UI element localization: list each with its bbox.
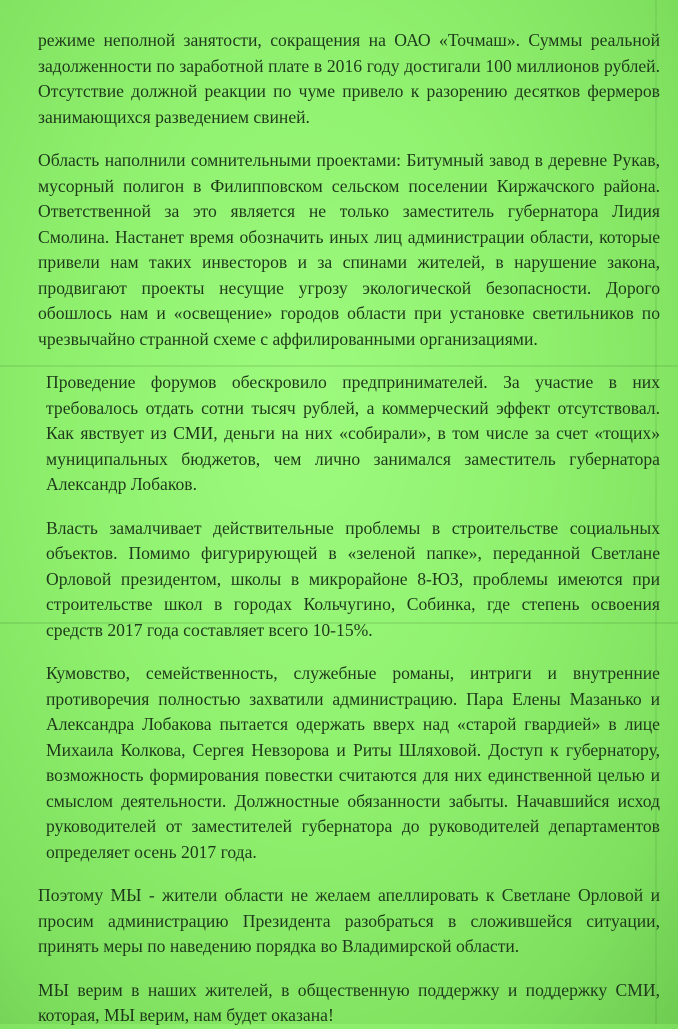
paragraph-dubious-projects: Область наполнили сомнительными проектами: Битумный завод в деревне Рукав, мусорный полигон в Филипповском сельском поселении Киржачского района. Ответственной за это является не только заместитель губернатора Лидия Смолина. Настанет время обозначить иных лиц администрации области, которые привели нам таких инвесторов и за спинами жителей, в нарушение закона, продвигают проекты несущие угрозу экологической безопасности. Дорого обошлось нам и «освещение» городов области при установке светильников по чрезвычайно странной схеме с аффилированными организациями. — [38, 150, 660, 349]
paragraph-nepotism: Кумовство, семейственность, служебные романы, интриги и внутренние противоречия полностью захватили администрацию. Пара Елены Мазанько и Александра Лобакова пытается одержать вверх над «старой гвардией» в лице Михаила Колкова, Сергея Невзорова и Риты Шляховой. Доступ к губернатору, возможность формирования повестки считаются для них единственной целью и смыслом деятельности. Должностные обязанности забыты. Начавшийся исход руководителей от заместителей губернатора до руководителей департаментов определяет осень 2017 года. — [46, 663, 660, 862]
paragraph-appeal: Поэтому МЫ - жители области не желаем апеллировать к Светлане Орловой и просим администрацию Президента разобраться в сложившейся ситуации, принять меры по наведению порядка во Владимирской области. — [38, 885, 660, 956]
paragraph-tochmash-debts: режиме неполной занятости, сокращения на ОАО «Точмаш». Суммы реальной задолженности по заработной плате в 2016 году достигали 100 миллионов рублей. Отсутствие должной реакции по чуме привело к разорению десятков фермеров занимающихся разведением свиней. — [38, 30, 660, 127]
paragraph-closing: МЫ верим в наших жителей, в общественную поддержку и поддержку СМИ, которая, МЫ верим, нам будет оказана! — [38, 979, 660, 1025]
paragraph-social-construction: Власть замалчивает действительные проблемы в строительстве социальных объектов. Помимо фигурирующей в «зеленой папке», переданной Светлане Орловой президентом, школы в микрорайоне 8-ЮЗ, проблемы имеются при строительстве школ в городах Кольчугино, Собинка, где степень освоения средств 2017 года составляет всего 10-15%. — [46, 517, 660, 640]
paragraph-forums: Проведение форумов обескровило предпринимателей. За участие в них требовалось отдать сотни тысяч рублей, а коммерческий эффект отсутствовал. Как явствует из СМИ, деньги на них «собирали», в том числе за счет «тощих» муниципальных бюджетов, чем лично занимался заместитель губернатора Александр Лобаков. — [46, 372, 660, 494]
